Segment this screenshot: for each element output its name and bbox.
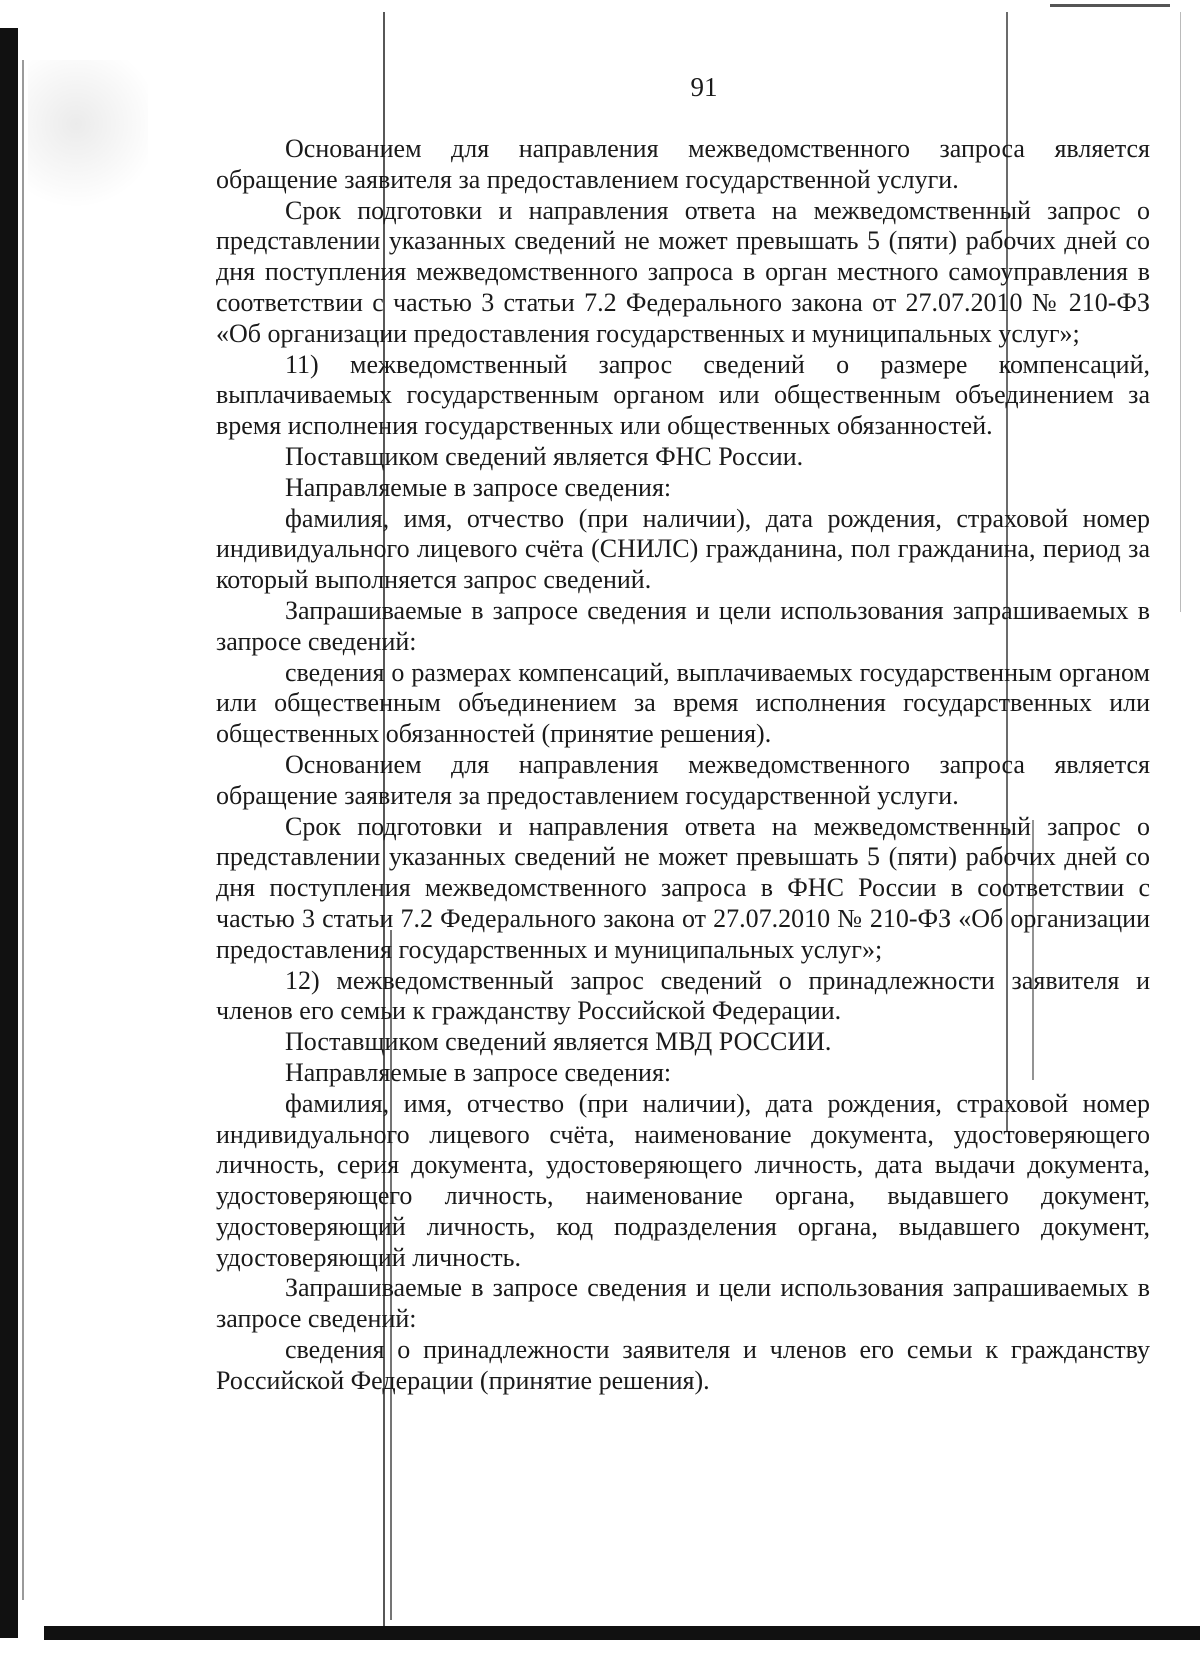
paragraph: Направляемые в запросе сведения: [285,472,672,502]
paragraph: сведения о принадлежности заявителя и членов его семьи к гражданству Российской Федерации (принятие решения). [216,1335,1150,1395]
scan-top-mark [1050,4,1170,7]
paragraph: Направляемые в запросе сведения: [285,1057,672,1087]
paragraph: Срок подготовки и направления ответа на межведомственный запрос о представлении указанных сведений не может превышать 5 (пяти) рабочих дней со дня поступления межведомственного запроса в орган местного самоуправления в соответствии с частью 3 статьи 7.2 Федерального закона от 27.07.2010 № 210-ФЗ «Об организации предоставления государственных и муниципальных услуг»; [216,195,1150,348]
paragraph: Поставщиком сведений является МВД РОССИИ. [285,1027,832,1057]
scan-bottom-edge [44,1626,1200,1640]
page-number: 91 [690,72,718,102]
document-body [216,134,1150,1397]
document-page [216,70,1150,1397]
scan-edge-line [22,60,24,1600]
scan-fold-line [1180,12,1181,612]
paragraph: Основанием для направления межведомственного запроса является обращение заявителя за предоставлением государственной услуги. [216,134,1150,194]
paragraph: сведения о размерах компенсаций, выплачиваемых государственным органом или общественным объединением за время исполнения государственных или общественных обязанностей (принятие решения). [216,657,1150,749]
paragraph: фамилия, имя, отчество (при наличии), дата рождения, страховой номер индивидуального лицевого счёта (СНИЛС) гражданина, пол гражданина, период за который выполняется запрос сведений. [216,503,1150,595]
scan-noise [28,60,148,220]
paragraph: Срок подготовки и направления ответа на межведомственный запрос о представлении указанных сведений не может превышать 5 (пяти) рабочих дней со дня поступления межведомственного запроса в ФНС России в соответствии с частью 3 статьи 7.2 Федерального закона от 27.07.2010 № 210-ФЗ «Об организации предоставления государственных и муниципальных услуг»; [216,811,1150,964]
paragraph: Запрашиваемые в запросе сведения и цели использования запрашиваемых в запросе сведений: [216,1273,1150,1334]
scan-edge-shadow [0,28,18,1638]
paragraph: фамилия, имя, отчество (при наличии), дата рождения, страховой номер индивидуального лицевого счёта, наименование документа, удостоверяющего личность, серия документа, удостоверяющего личность, дата выдачи документа, удостоверяющего личность, наименование органа, выдавшего документ, удостоверяющий личность, код подразделения органа, выдавшего документ, удостоверяющий личность. [216,1088,1150,1272]
paragraph: 11) межведомственный запрос сведений о размере компенсаций, выплачиваемых государственным органом или общественным объединением за время исполнения государственных или общественных обязанностей. [216,349,1150,441]
paragraph: Основанием для направления межведомственного запроса является обращение заявителя за предоставлением государственной услуги. [216,749,1150,810]
paragraph: Поставщиком сведений является ФНС России. [285,441,804,471]
paragraph: 12) межведомственный запрос сведений о принадлежности заявителя и членов его семьи к гражданству Российской Федерации. [216,965,1150,1026]
paragraph: Запрашиваемые в запросе сведения и цели использования запрашиваемых в запросе сведений: [216,595,1150,656]
